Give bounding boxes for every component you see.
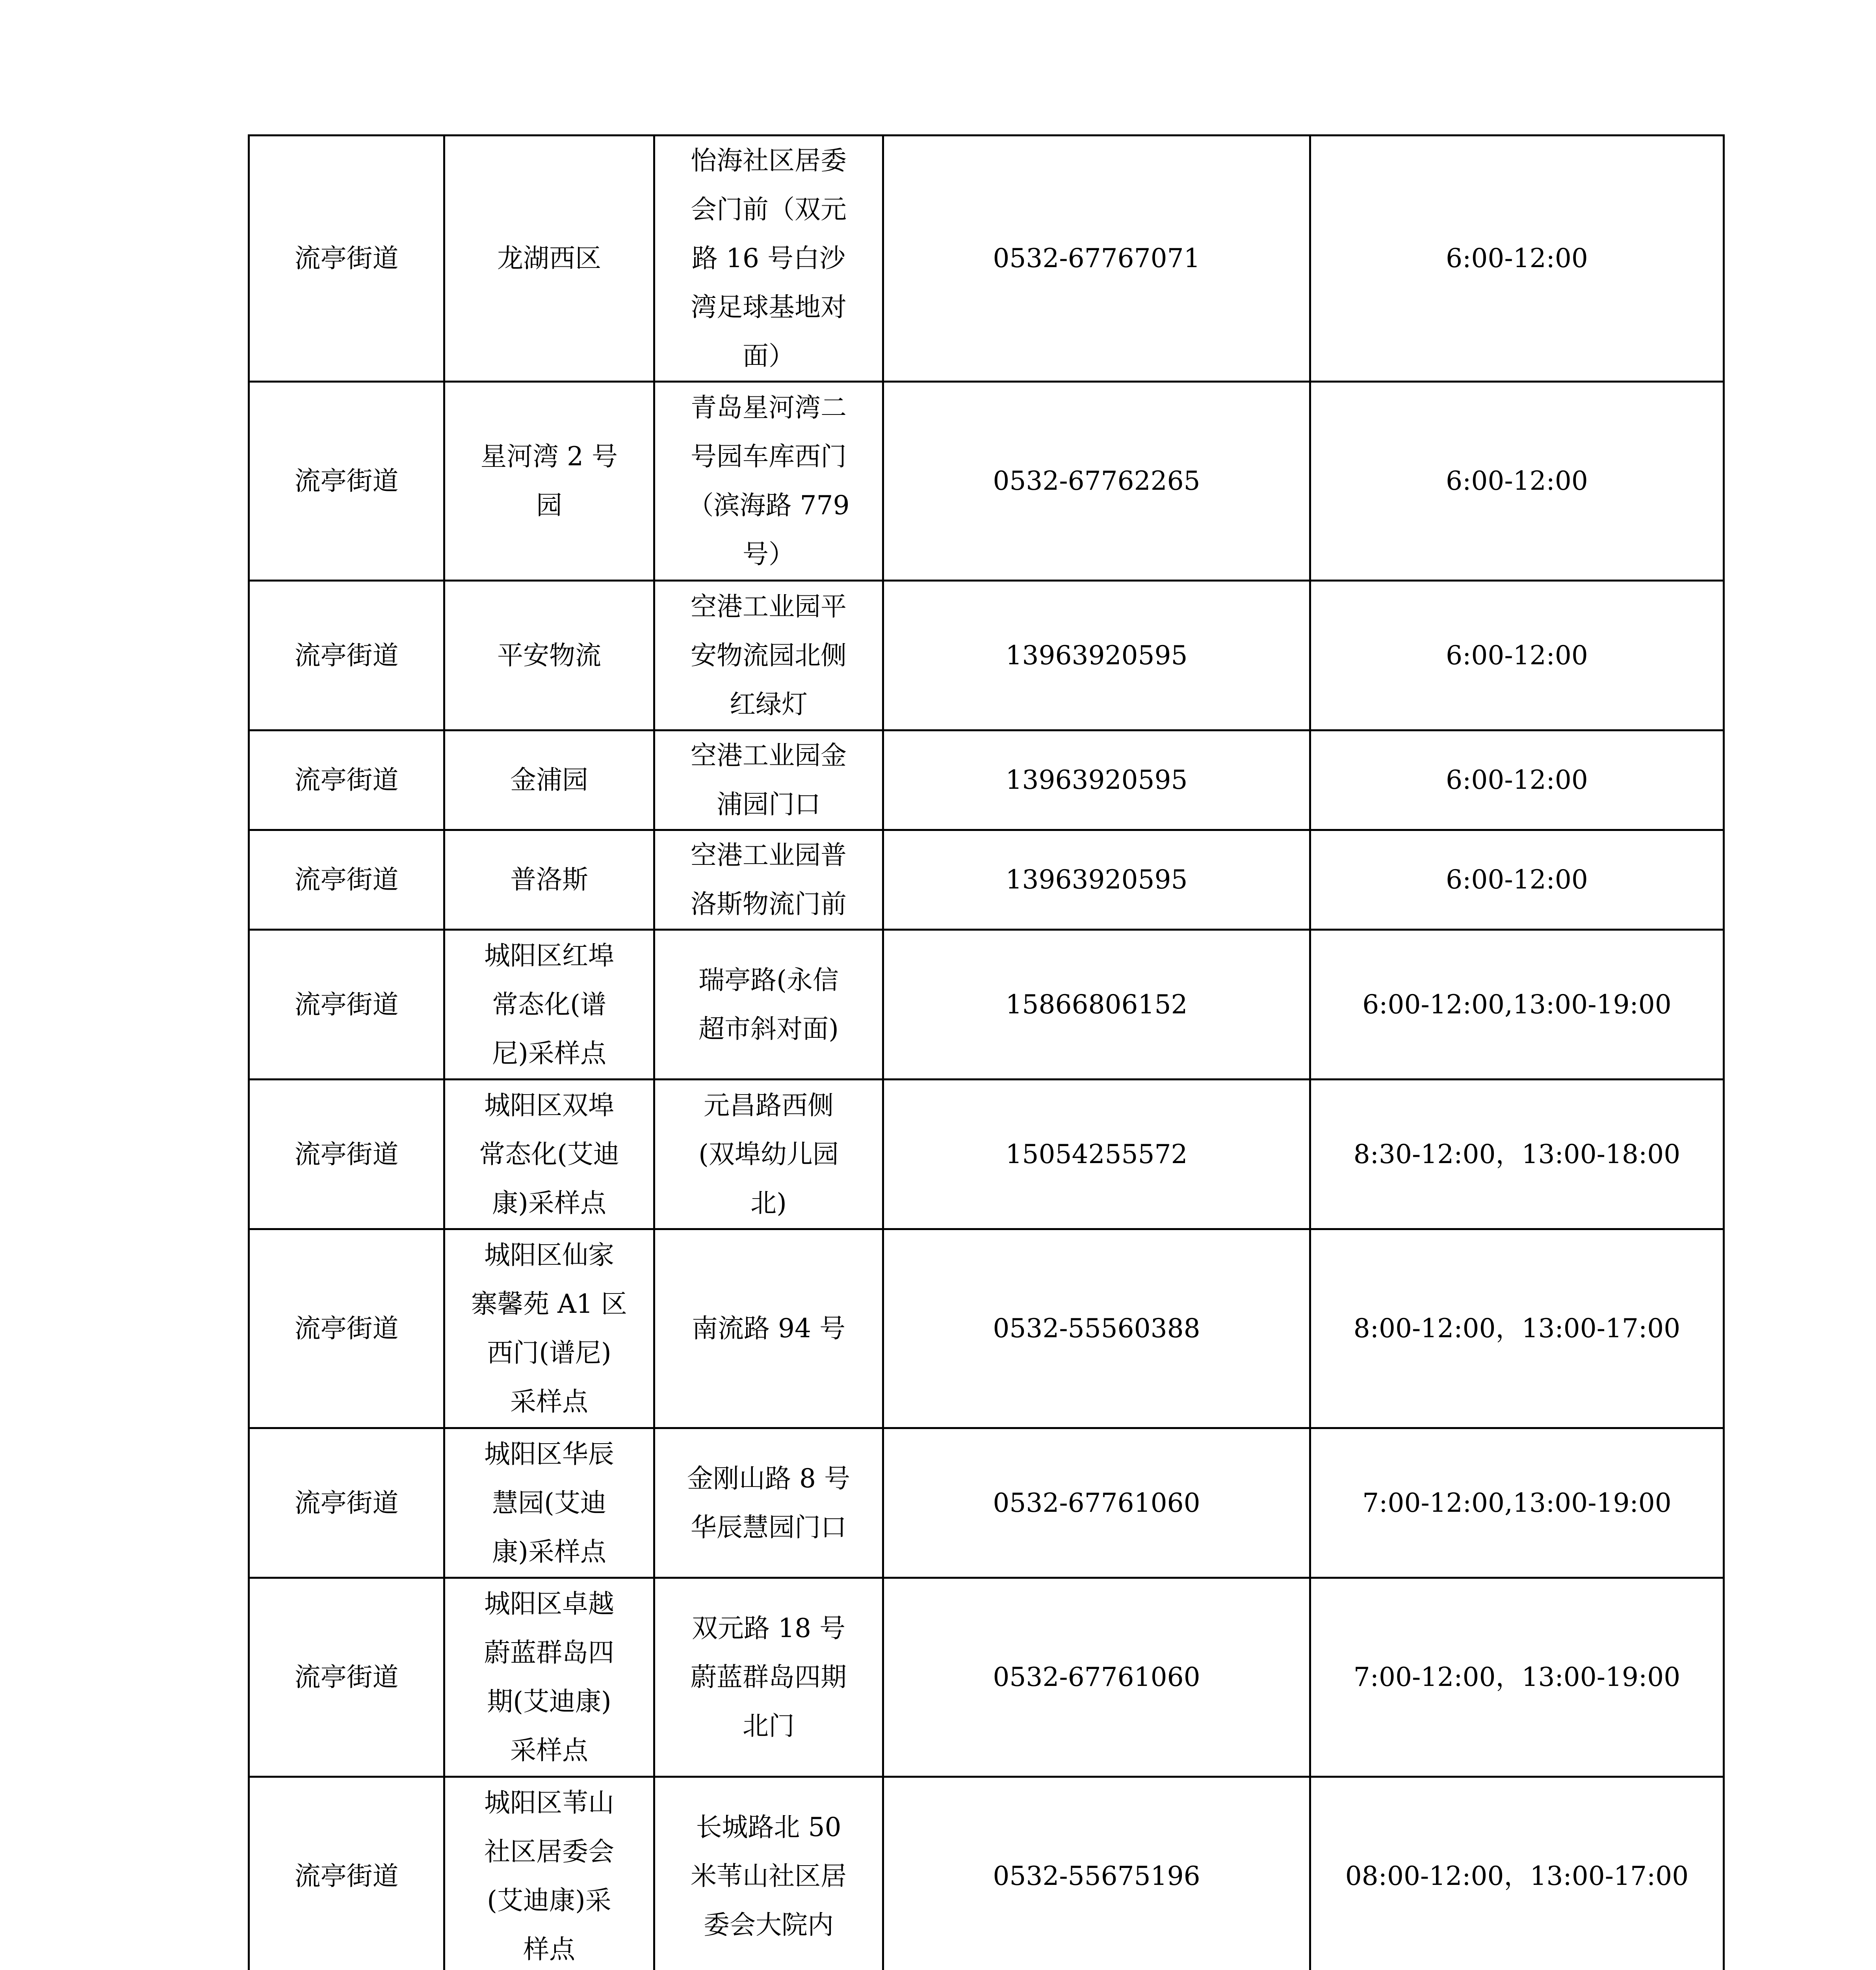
site-cell: 龙湖西区 bbox=[444, 136, 654, 382]
street-cell: 流亭街道 bbox=[249, 1229, 444, 1428]
address-cell: 瑞亭路(永信 超市斜对面) bbox=[654, 930, 883, 1080]
address-cell: 长城路北 50 米苇山社区居 委会大院内 bbox=[654, 1777, 883, 1970]
site-cell: 平安物流 bbox=[444, 581, 654, 730]
phone-cell: 13963920595 bbox=[883, 730, 1310, 830]
street-cell: 流亭街道 bbox=[249, 1428, 444, 1578]
address-cell: 青岛星河湾二 号园车库西门 （滨海路 779 号） bbox=[654, 382, 883, 581]
table-row bbox=[249, 1080, 1724, 1229]
hours-cell: 6:00-12:00 bbox=[1310, 730, 1724, 830]
site-cell: 金浦园 bbox=[444, 730, 654, 830]
street-cell: 流亭街道 bbox=[249, 1578, 444, 1777]
phone-cell: 0532-67767071 bbox=[883, 136, 1310, 382]
hours-cell: 8:00-12:00，13:00-17:00 bbox=[1310, 1229, 1724, 1428]
table-row bbox=[249, 1578, 1724, 1777]
table-row bbox=[249, 136, 1724, 382]
phone-cell: 0532-67762265 bbox=[883, 382, 1310, 581]
hours-cell: 6:00-12:00 bbox=[1310, 382, 1724, 581]
phone-cell: 0532-55675196 bbox=[883, 1777, 1310, 1970]
address-cell: 金刚山路 8 号 华辰慧园门口 bbox=[654, 1428, 883, 1578]
site-cell: 城阳区红埠 常态化(谱 尼)采样点 bbox=[444, 930, 654, 1080]
address-cell: 南流路 94 号 bbox=[654, 1229, 883, 1428]
street-cell: 流亭街道 bbox=[249, 930, 444, 1080]
address-cell: 空港工业园平 安物流园北侧 红绿灯 bbox=[654, 581, 883, 730]
site-cell: 城阳区仙家 寨馨苑 A1 区 西门(谱尼) 采样点 bbox=[444, 1229, 654, 1428]
street-cell: 流亭街道 bbox=[249, 830, 444, 930]
phone-cell: 0532-67761060 bbox=[883, 1578, 1310, 1777]
phone-cell: 13963920595 bbox=[883, 581, 1310, 730]
phone-cell: 15866806152 bbox=[883, 930, 1310, 1080]
table-row bbox=[249, 581, 1724, 730]
street-cell: 流亭街道 bbox=[249, 1080, 444, 1229]
site-cell: 普洛斯 bbox=[444, 830, 654, 930]
address-cell: 空港工业园金 浦园门口 bbox=[654, 730, 883, 830]
hours-cell: 6:00-12:00,13:00-19:00 bbox=[1310, 930, 1724, 1080]
table-row bbox=[249, 730, 1724, 830]
street-cell: 流亭街道 bbox=[249, 581, 444, 730]
hours-cell: 6:00-12:00 bbox=[1310, 581, 1724, 730]
table-row bbox=[249, 830, 1724, 930]
hours-cell: 6:00-12:00 bbox=[1310, 136, 1724, 382]
address-cell: 元昌路西侧 (双埠幼儿园 北) bbox=[654, 1080, 883, 1229]
hours-cell: 08:00-12:00，13:00-17:00 bbox=[1310, 1777, 1724, 1970]
hours-cell: 7:00-12:00，13:00-19:00 bbox=[1310, 1578, 1724, 1777]
street-cell: 流亭街道 bbox=[249, 730, 444, 830]
site-cell: 星河湾 2 号 园 bbox=[444, 382, 654, 581]
hours-cell: 6:00-12:00 bbox=[1310, 830, 1724, 930]
table-row bbox=[249, 1428, 1724, 1578]
site-cell: 城阳区双埠 常态化(艾迪 康)采样点 bbox=[444, 1080, 654, 1229]
phone-cell: 0532-67761060 bbox=[883, 1428, 1310, 1578]
street-cell: 流亭街道 bbox=[249, 382, 444, 581]
phone-cell: 13963920595 bbox=[883, 830, 1310, 930]
address-cell: 空港工业园普 洛斯物流门前 bbox=[654, 830, 883, 930]
table-row bbox=[249, 1777, 1724, 1970]
site-cell: 城阳区卓越 蔚蓝群岛四 期(艾迪康) 采样点 bbox=[444, 1578, 654, 1777]
street-cell: 流亭街道 bbox=[249, 1777, 444, 1970]
site-cell: 城阳区华辰 慧园(艾迪 康)采样点 bbox=[444, 1428, 654, 1578]
table-body bbox=[249, 136, 1724, 1970]
address-cell: 双元路 18 号 蔚蓝群岛四期 北门 bbox=[654, 1578, 883, 1777]
phone-cell: 15054255572 bbox=[883, 1080, 1310, 1229]
sampling-sites-table bbox=[248, 134, 1725, 1970]
street-cell: 流亭街道 bbox=[249, 136, 444, 382]
hours-cell: 7:00-12:00,13:00-19:00 bbox=[1310, 1428, 1724, 1578]
table-row bbox=[249, 1229, 1724, 1428]
table-row bbox=[249, 382, 1724, 581]
site-cell: 城阳区苇山 社区居委会 (艾迪康)采 样点 bbox=[444, 1777, 654, 1970]
table-row bbox=[249, 930, 1724, 1080]
phone-cell: 0532-55560388 bbox=[883, 1229, 1310, 1428]
address-cell: 怡海社区居委 会门前（双元 路 16 号白沙 湾足球基地对 面） bbox=[654, 136, 883, 382]
hours-cell: 8:30-12:00，13:00-18:00 bbox=[1310, 1080, 1724, 1229]
